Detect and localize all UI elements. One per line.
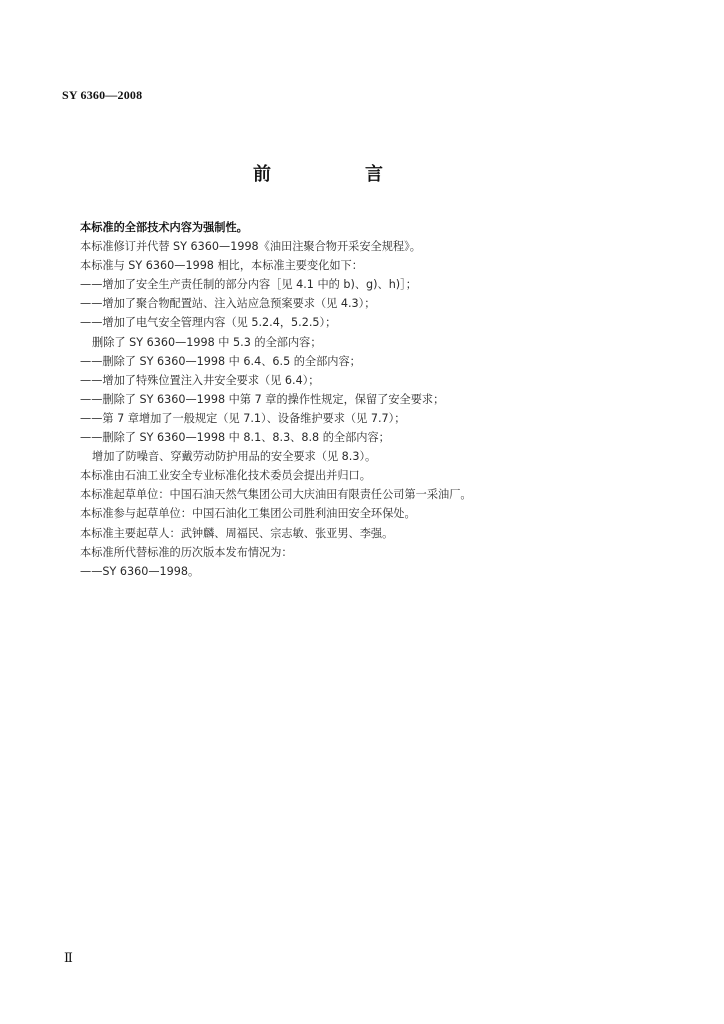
preface-line: 本标准主要起草人：武钟麟、周福民、宗志敏、张亚男、李强。: [80, 526, 394, 540]
preface-line: ——第 7 章增加了一般规定（见 7.1）、设备维护要求（见 7.7）；: [80, 411, 406, 425]
preface-line: ——增加了聚合物配置站、注入站应急预案要求（见 4.3）；: [80, 297, 376, 311]
preface-line: ——增加了安全生产责任制的部分内容［见 4.1 中的 b)、g)、h)］；: [80, 278, 417, 292]
preface-line: ——删除了 SY 6360—1998 中 6.4、6.5 的全部内容；: [80, 354, 361, 368]
preface-line: 本标准起草单位：中国石油天然气集团公司大庆油田有限责任公司第一采油厂。: [80, 488, 472, 502]
preface-line: ——增加了特殊位置注入井安全要求（见 6.4）；: [80, 373, 320, 387]
preface-line: 本标准由石油工业安全专业标准化技术委员会提出并归口。: [80, 469, 371, 483]
preface-body: [80, 218, 640, 581]
preface-line: 本标准与 SY 6360—1998 相比，本标准主要变化如下：: [80, 259, 363, 273]
preface-line: ——删除了 SY 6360—1998 中第 7 章的操作性规定，保留了安全要求；: [80, 392, 445, 406]
preface-line: 本标准修订并代替 SY 6360—1998《油田注聚合物开采安全规程》。: [80, 240, 421, 254]
page-title: 前 言: [253, 164, 421, 185]
preface-line: 本标准所代替标准的历次版本发布情况为：: [80, 545, 293, 559]
preface-line: 删除了 SY 6360—1998 中 5.3 的全部内容；: [92, 335, 322, 349]
preface-line: 本标准参与起草单位：中国石油化工集团公司胜利油田安全环保处。: [80, 507, 416, 521]
preface-line: 本标准的全部技术内容为强制性。: [80, 221, 248, 234]
standard-code-header: SY 6360—2008: [62, 88, 143, 102]
preface-line: ——删除了 SY 6360—1998 中 8.1、8.3、8.8 的全部内容；: [80, 431, 390, 445]
preface-line: ——SY 6360—1998。: [80, 564, 200, 578]
preface-line: 增加了防噪音、穿戴劳动防护用品的安全要求（见 8.3）。: [92, 450, 377, 464]
page-number: Ⅱ: [64, 950, 73, 965]
preface-line: ——增加了电气安全管理内容（见 5.2.4，5.2.5）；: [80, 316, 337, 330]
